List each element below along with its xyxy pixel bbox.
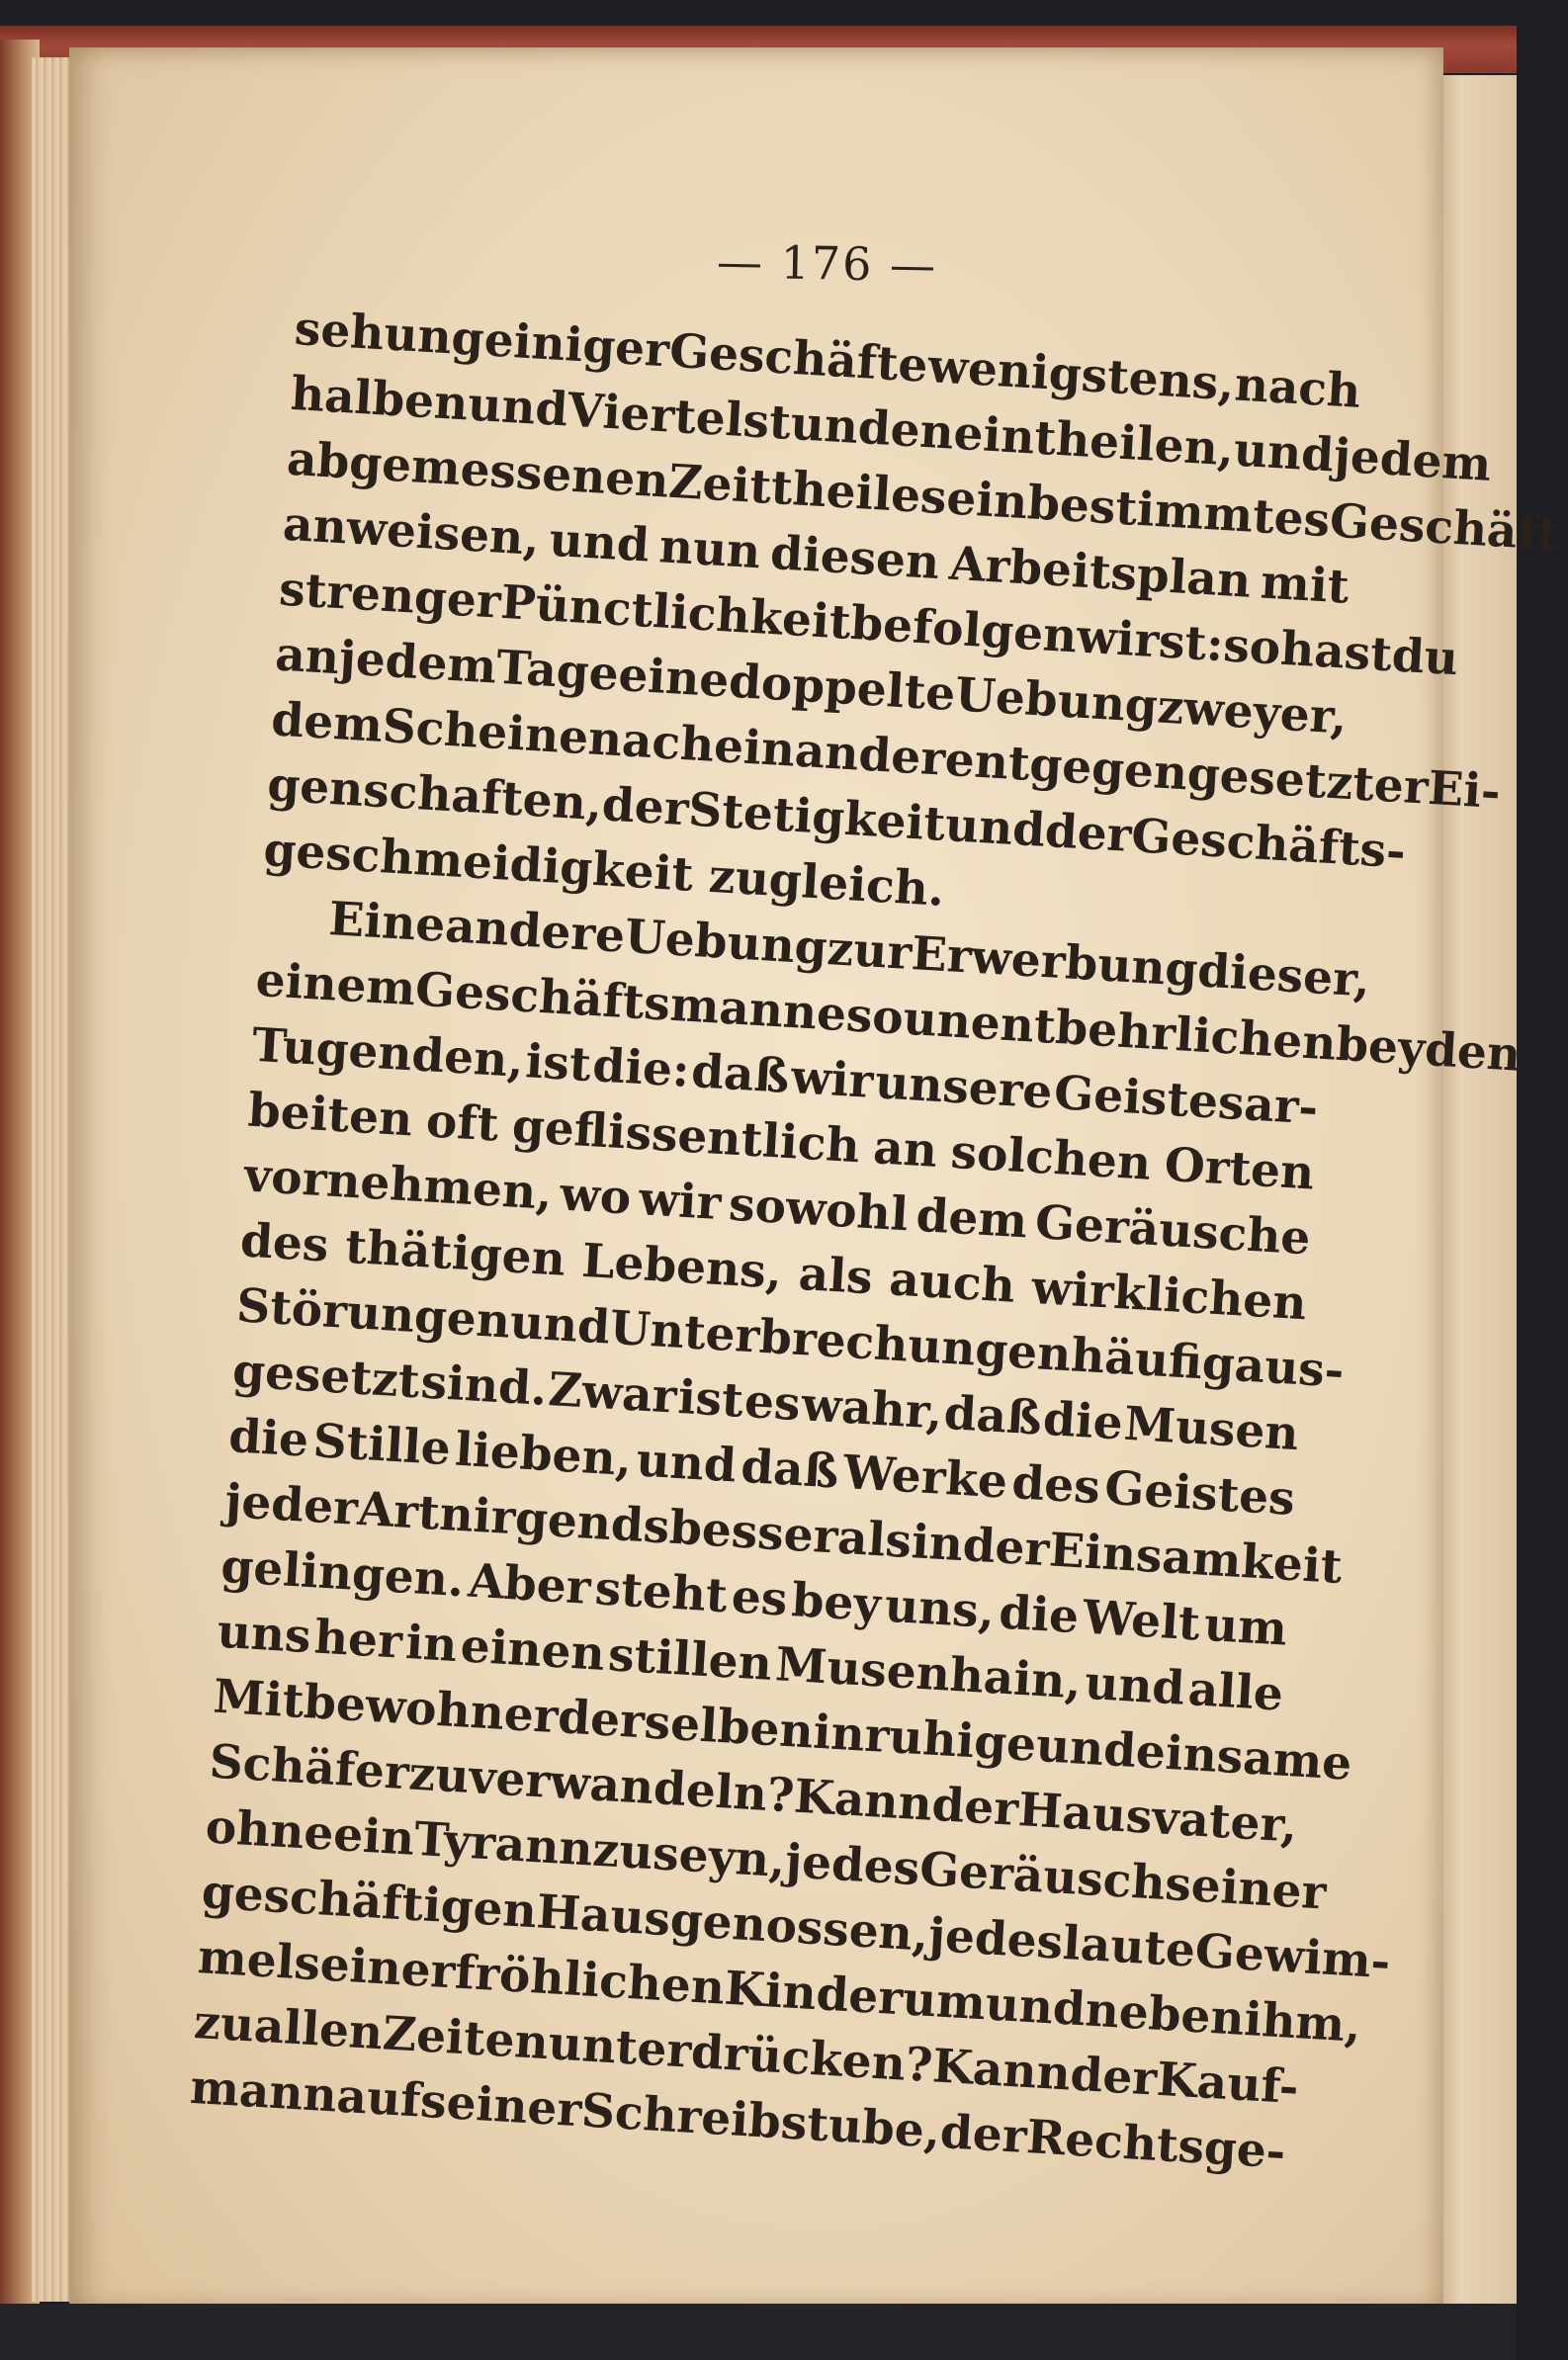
word: so — [844, 988, 906, 1046]
word: unterdrücken? — [547, 2016, 934, 2094]
word: und — [1083, 1655, 1186, 1716]
word: und — [548, 512, 652, 573]
word: der — [961, 1518, 1051, 1578]
word: bey — [790, 1573, 883, 1633]
word: Stetigkeit — [686, 782, 947, 852]
word: mit — [1259, 555, 1350, 615]
word: Tugenden, — [250, 1017, 526, 1089]
word: der — [600, 777, 691, 837]
word: des — [238, 1213, 330, 1273]
word: und — [1034, 1717, 1138, 1779]
word: ist — [676, 1369, 745, 1429]
word: seiner — [418, 2073, 583, 2139]
word: einem — [254, 952, 417, 1017]
word: ein — [331, 1807, 416, 1867]
word: dem — [269, 692, 385, 753]
word: uns, — [883, 1578, 997, 1640]
word: wo — [558, 1167, 633, 1226]
word: ihm, — [1242, 1991, 1363, 2054]
word: dem — [915, 1187, 1029, 1250]
word: der — [1043, 803, 1134, 863]
word: oft — [424, 1093, 500, 1153]
word: diesen — [768, 525, 941, 590]
word: Hausvater, — [1016, 1783, 1299, 1854]
word: jedem — [337, 631, 498, 695]
word: allen — [252, 1998, 385, 2061]
word: Kauf- — [1155, 2052, 1300, 2116]
word: geschäftigen — [200, 1865, 539, 1940]
word: lieben, — [453, 1422, 634, 1488]
word: Zeittheile — [666, 454, 922, 524]
word: die — [1041, 1391, 1125, 1451]
word: einen — [459, 1618, 607, 1682]
word: Musenhain, — [773, 1637, 1084, 1710]
word: die: — [590, 1038, 692, 1098]
word: Gewim- — [1193, 1923, 1392, 1990]
word: Musen — [1122, 1396, 1301, 1462]
word: seyn, — [651, 1826, 787, 1889]
word: alle — [1186, 1662, 1285, 1722]
word: Geschäfts- — [1129, 809, 1408, 880]
word: auf — [335, 2068, 422, 2129]
word: Zwar — [547, 1362, 679, 1425]
word: es — [730, 1569, 789, 1627]
word: an — [273, 627, 341, 686]
word: nach — [586, 711, 716, 773]
word: und — [1232, 422, 1336, 483]
word: sowohl — [727, 1177, 911, 1243]
word: dieser, — [1195, 943, 1372, 1008]
word: einsame — [1134, 1723, 1353, 1792]
word: Geistesar- — [1052, 1065, 1320, 1136]
word: geschmeidigkeit — [262, 823, 695, 903]
word: beyden — [1334, 1016, 1523, 1083]
word: die — [226, 1409, 310, 1468]
word: daß — [689, 1044, 791, 1104]
word: des — [1010, 1455, 1102, 1516]
word: als — [797, 1246, 875, 1306]
word: der — [930, 1777, 1020, 1837]
word: zur — [825, 921, 914, 982]
word: wirst: — [1075, 609, 1226, 673]
word: zu — [192, 1994, 256, 2054]
word: eintheilen, — [952, 405, 1236, 478]
word: Unterbrechungen — [608, 1300, 1073, 1383]
word: geflissentlich — [510, 1098, 862, 1175]
word: Kann — [792, 1769, 934, 1832]
word: der — [938, 2104, 1029, 2165]
word: Hausgenossen, — [535, 1884, 930, 1963]
word: um — [1202, 1597, 1289, 1657]
word: Lebens, — [580, 1233, 784, 1300]
word: mann — [188, 2059, 339, 2124]
word: laute — [1061, 1915, 1197, 1978]
word: Tage — [494, 640, 621, 702]
word: einiger — [482, 312, 671, 379]
word: Schreibstube, — [579, 2083, 942, 2159]
word: uns — [216, 1604, 313, 1665]
word: wir — [789, 1050, 875, 1109]
word: Stille — [311, 1414, 453, 1477]
word: wir — [637, 1172, 723, 1232]
word: bestimmtes — [1025, 476, 1332, 549]
word: Einsamkeit — [1047, 1523, 1344, 1595]
word: jedes — [783, 1834, 921, 1897]
word: sind. — [419, 1355, 549, 1417]
background-bottom — [0, 2304, 1517, 2360]
word: anweisen, — [281, 496, 542, 567]
word: beiten — [246, 1083, 414, 1148]
word: Orten — [1163, 1137, 1316, 1201]
word: ist — [524, 1034, 593, 1093]
word: genschaften, — [266, 757, 604, 832]
word: auch — [887, 1252, 1017, 1314]
word: fröhlichen — [453, 1945, 727, 2016]
word: aus- — [1233, 1338, 1346, 1399]
word: vornehmen, — [242, 1148, 555, 1221]
word: zugleich. — [707, 848, 946, 918]
word: sein — [918, 469, 1029, 531]
word: ohne — [204, 1799, 336, 1862]
word: an — [871, 1120, 939, 1179]
word: Geräusch — [917, 1842, 1168, 1911]
word: seiner — [292, 1935, 457, 2000]
word: solchen — [949, 1124, 1153, 1191]
word: zweyer, — [1156, 679, 1350, 745]
word: hast — [1278, 621, 1394, 683]
word: nun — [657, 519, 762, 580]
word: entgegengesetzter — [943, 732, 1431, 816]
word: besser — [667, 1500, 839, 1565]
word: Art — [356, 1481, 442, 1541]
word: ruhige — [862, 1707, 1038, 1773]
word: als — [835, 1510, 914, 1570]
word: Erwerbung — [910, 926, 1200, 999]
word: halben — [289, 366, 470, 432]
word: daß — [739, 1439, 840, 1500]
word: Viertelstunden — [566, 383, 956, 461]
word: in — [812, 1704, 867, 1763]
word: steht — [593, 1561, 730, 1624]
word: jedem — [1332, 428, 1493, 492]
word: derselben — [556, 1690, 816, 1760]
word: Arbeitsplan — [947, 536, 1253, 609]
word: du — [1390, 628, 1460, 687]
word: gelingen. — [219, 1538, 466, 1609]
word: nirgends — [437, 1486, 671, 1555]
word: und — [635, 1433, 739, 1494]
word: Schäfer — [208, 1734, 411, 1801]
word: so — [1221, 618, 1282, 676]
word: wahr, — [800, 1377, 945, 1441]
word: die — [997, 1585, 1081, 1645]
word: zu — [407, 1746, 472, 1804]
word: doppelte — [727, 654, 957, 723]
word: zu — [590, 1822, 654, 1881]
word: Geräusche — [1033, 1195, 1312, 1267]
word: verwandeln? — [467, 1750, 796, 1824]
word: Geschäft — [1328, 493, 1560, 563]
word: unentbehrlichen — [902, 991, 1338, 1072]
word: und — [508, 1294, 612, 1355]
word: her — [312, 1610, 404, 1670]
word: Tyrann — [412, 1811, 595, 1878]
word: Rechtsge- — [1024, 2110, 1287, 2180]
word: es — [742, 1373, 803, 1433]
word: strenger — [277, 562, 503, 630]
word: sehung — [293, 301, 486, 368]
word: stillen — [606, 1627, 774, 1692]
word: Zeiten — [381, 2006, 551, 2071]
word: in — [910, 1515, 965, 1573]
word: Geschäfte — [667, 323, 929, 393]
word: andere — [443, 899, 627, 964]
word: um — [901, 1971, 988, 2032]
word: Störungen — [234, 1278, 512, 1350]
word: abgemessenen — [285, 431, 670, 509]
word: Ei- — [1426, 760, 1503, 821]
word: Werke — [841, 1444, 1009, 1510]
page-number: — 176 — — [716, 234, 938, 293]
word: Geistes — [1102, 1460, 1297, 1527]
word: jedes — [926, 1907, 1065, 1970]
word: Uebung — [953, 667, 1160, 735]
word: mel — [196, 1930, 297, 1990]
word: der — [1069, 2047, 1159, 2107]
page-text — [188, 297, 1560, 2184]
word: gesetzt — [230, 1344, 421, 1410]
word: daß — [942, 1385, 1044, 1446]
word: Uebung — [623, 909, 829, 976]
word: einander — [712, 718, 947, 787]
word: befolgen — [848, 595, 1079, 664]
word: thätigen — [343, 1219, 567, 1287]
word: unsere — [873, 1055, 1054, 1120]
word: Kinder — [723, 1961, 905, 2027]
word: Aber — [467, 1553, 593, 1616]
word: und — [984, 1976, 1088, 2038]
word: neben — [1084, 1982, 1247, 2047]
word: Pünctlichkeit — [498, 574, 853, 651]
word: Geschäftsmanne — [413, 962, 848, 1043]
word: wirklichen — [1029, 1260, 1308, 1332]
word: eine — [616, 648, 731, 709]
word: in — [403, 1615, 459, 1673]
word: und — [466, 377, 569, 438]
word: wenigstens, — [926, 339, 1237, 412]
word: jeder — [222, 1473, 360, 1536]
word: Scheine — [381, 698, 590, 766]
word: nach — [1233, 357, 1362, 419]
word: seiner — [1163, 1856, 1328, 1921]
word: Eine — [327, 892, 447, 953]
word: Welt — [1081, 1590, 1202, 1652]
word: Kann — [930, 2039, 1073, 2102]
word: Mitbewohner — [212, 1669, 561, 1745]
word: häufig — [1069, 1328, 1237, 1393]
word: und — [943, 797, 1047, 858]
